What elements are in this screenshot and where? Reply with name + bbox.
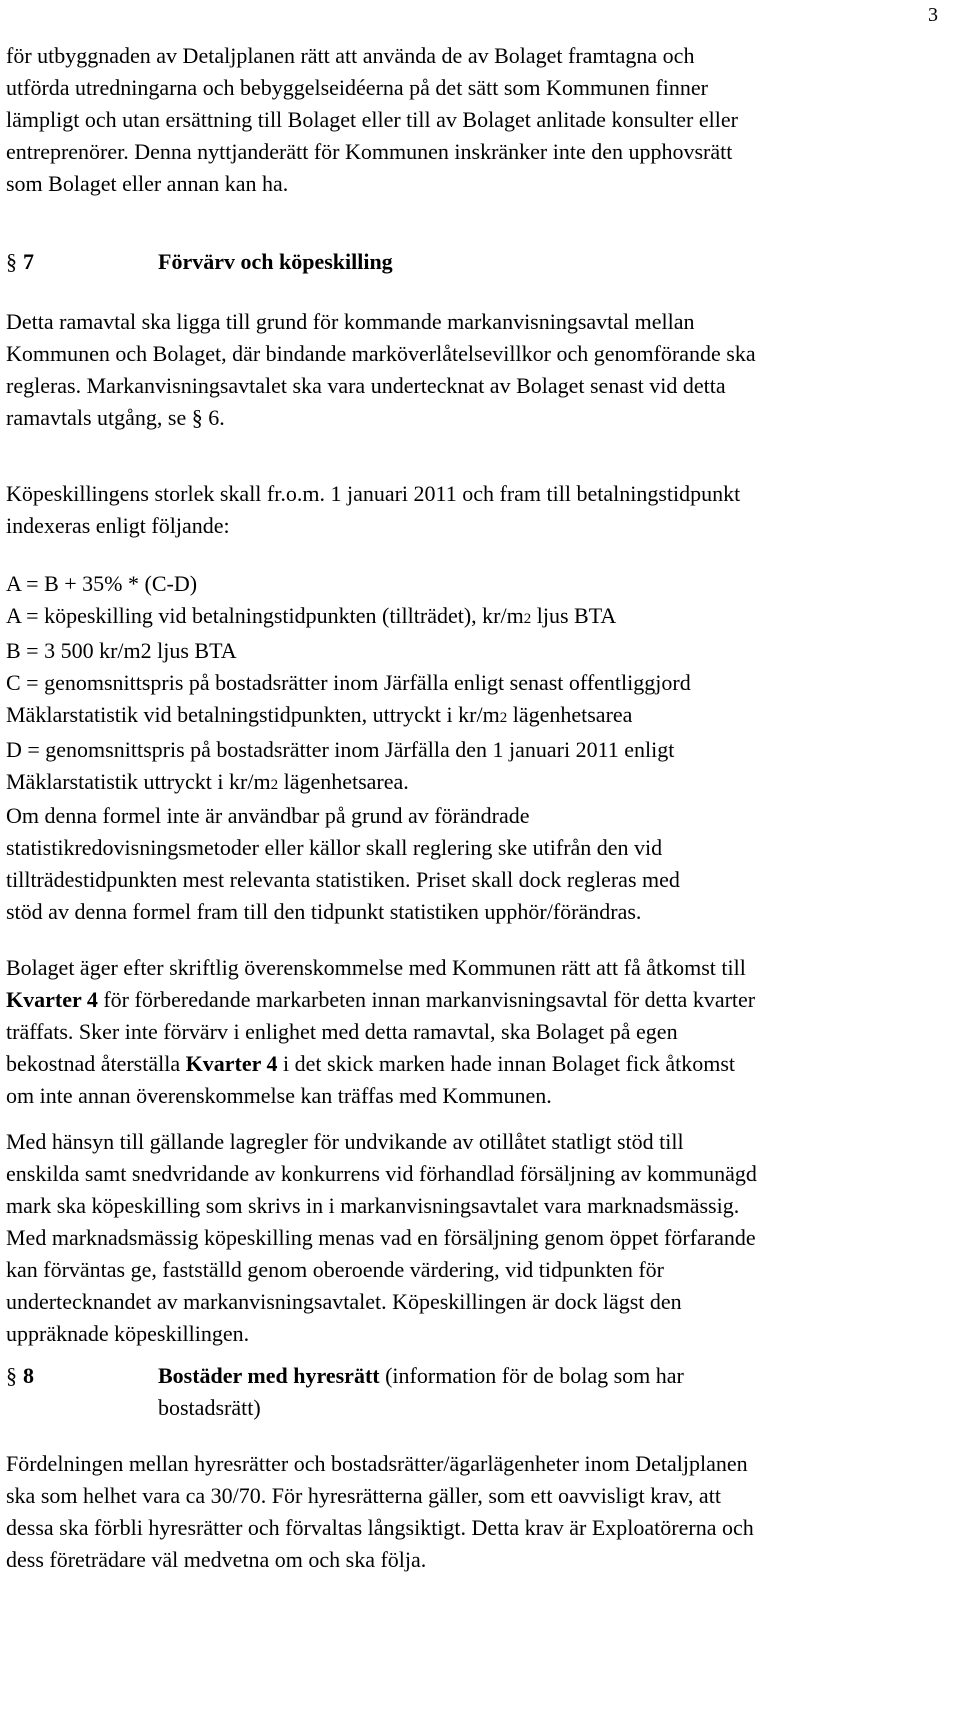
text-line: lämpligt och utan ersättning till Bolaget eller till av Bolaget anlitade konsulter eller (6, 107, 738, 132)
text-span: A = köpeskilling vid betalningstidpunkten (tillträdet), kr/m (6, 603, 524, 628)
paragraph-8-1 (6, 1448, 936, 1576)
section-7-number (6, 246, 34, 278)
section-symbol: § (6, 249, 17, 274)
text-line: dess företrädare väl medvetna om och ska följa. (6, 1547, 427, 1572)
text-line: ska som helhet vara ca 30/70. För hyresrätterna gäller, som ett oavvisligt krav, att (6, 1483, 721, 1508)
section-8-number (6, 1360, 34, 1392)
paragraph-7-4 (6, 952, 936, 1112)
text-line: regleras. Markanvisningsavtalet ska vara undertecknat av Bolaget senast vid detta (6, 373, 726, 398)
text-line: Bolaget äger efter skriftlig överenskommelse med Kommunen rätt att få åtkomst till (6, 955, 746, 980)
paragraph-7-1 (6, 306, 936, 434)
formula-d-definition: D = genomsnittspris på bostadsrätter inom Järfälla den 1 januari 2011 enligt (6, 737, 675, 762)
formula-b-definition: B = 3 500 kr/m2 ljus BTA (6, 638, 237, 663)
text-span: Mäklarstatistik vid betalningstidpunkten, uttryckt i kr/m (6, 702, 500, 727)
text-span: Mäklarstatistik uttryckt i kr/m (6, 769, 271, 794)
section-reference: § 6. (191, 405, 225, 430)
text-line: dessa ska förbli hyresrätter och förvaltas långsiktigt. Detta krav är Exploatörerna och (6, 1515, 754, 1540)
text-span: 2 (270, 777, 279, 793)
text-line: som Bolaget eller annan kan ha. (6, 171, 289, 196)
text-span: i det skick marken hade innan Bolaget fick åtkomst (277, 1051, 736, 1076)
text-line: statistikredovisningsmetoder eller källor skall reglering ske utifrån den vid (6, 835, 663, 860)
text-span: 2 (499, 710, 508, 726)
text-line: om inte annan överenskommelse kan träffas med Kommunen. (6, 1083, 552, 1108)
text-line: Köpeskillingens storlek skall fr.o.m. 1 januari 2011 och fram till betalningstidpunkt (6, 481, 741, 506)
section-8-title (158, 1360, 684, 1392)
section-symbol: § (6, 1363, 17, 1388)
paragraph-7-3 (6, 800, 936, 928)
text-line: träffats. Sker inte förvärv i enlighet med detta ramavtal, ska Bolaget på egen (6, 1019, 678, 1044)
text-line: mark ska köpeskilling som skrivs in i markanvisningsavtalet vara marknadsmässig. (6, 1193, 740, 1218)
text-span: 2 (523, 611, 532, 627)
text-line (6, 402, 936, 434)
text-line: enskilda samt snedvridande av konkurrens vid förhandlad försäljning av kommunägd (6, 1161, 757, 1186)
text-line: kan förväntas ge, fastställd genom oberoende värdering, vid tidpunkten för (6, 1257, 664, 1282)
text-span: ramavtals utgång, se (6, 405, 187, 430)
text-line: stöd av denna formel fram till den tidpunkt statistiken upphör/förändras. (6, 899, 642, 924)
block-reference: Kvarter 4 (185, 1051, 278, 1076)
formula-a-definition (6, 600, 936, 635)
text-span: ljus BTA (531, 603, 617, 628)
page-number: 3 (928, 4, 938, 26)
text-line: Fördelningen mellan hyresrätter och bostadsrätter/ägarlägenheter inom Detaljplanen (6, 1451, 748, 1476)
text-line: Kommunen och Bolaget, där bindande marköverlåtelsevillkor och genomförande ska (6, 341, 756, 366)
text-line: Med marknadsmässig köpeskilling menas vad en försäljning genom öppet förfarande (6, 1225, 756, 1250)
section-number: 7 (23, 249, 34, 274)
section-number: 8 (23, 1363, 34, 1388)
paragraph-intro (6, 40, 936, 200)
text-line: undertecknandet av markanvisningsavtalet. Köpeskillingen är dock lägst den (6, 1289, 682, 1314)
section-7-title: Förvärv och köpeskilling (158, 249, 393, 274)
text-line: för utbyggnaden av Detaljplanen rätt att använda de av Bolaget framtagna och (6, 43, 695, 68)
text-span: bekostnad återställa (6, 1051, 186, 1076)
text-span: (information för de bolag som har (379, 1363, 684, 1388)
text-span: för förberedande markarbeten innan markanvisningsavtal för detta kvarter (97, 987, 756, 1012)
text-line (6, 984, 936, 1016)
text-line: Om denna formel inte är användbar på grund av förändrade (6, 803, 530, 828)
formula-d-definition-cont (6, 766, 936, 801)
formula-main: A = B + 35% * (C-D) (6, 571, 198, 596)
text-line: indexeras enligt följande: (6, 513, 230, 538)
block-reference: Kvarter 4 (6, 987, 98, 1012)
text-line: Detta ramavtal ska ligga till grund för kommande markanvisningsavtal mellan (6, 309, 695, 334)
text-span: lägenhetsarea. (278, 769, 409, 794)
text-line (6, 1048, 936, 1080)
paragraph-7-5 (6, 1126, 936, 1350)
text-line: uppräknade köpeskillingen. (6, 1321, 250, 1346)
formula-c-definition: C = genomsnittspris på bostadsrätter inom Järfälla enligt senast offentliggjord (6, 670, 691, 695)
text-span: bostadsrätt) (158, 1395, 261, 1420)
index-formula (6, 568, 936, 801)
formula-c-definition-cont (6, 699, 936, 734)
text-line: entreprenörer. Denna nyttjanderätt för Kommunen inskränker inte den upphovsrätt (6, 139, 733, 164)
paragraph-7-2 (6, 478, 936, 542)
text-line: tillträdestidpunkten mest relevanta statistiken. Priset skall dock regleras med (6, 867, 680, 892)
text-span: Bostäder med hyresrätt (158, 1363, 380, 1388)
text-span: lägenhetsarea (507, 702, 633, 727)
text-line: Med hänsyn till gällande lagregler för undvikande av otillåtet statligt stöd till (6, 1129, 684, 1154)
text-line: utförda utredningarna och bebyggelseidéerna på det sätt som Kommunen finner (6, 75, 708, 100)
